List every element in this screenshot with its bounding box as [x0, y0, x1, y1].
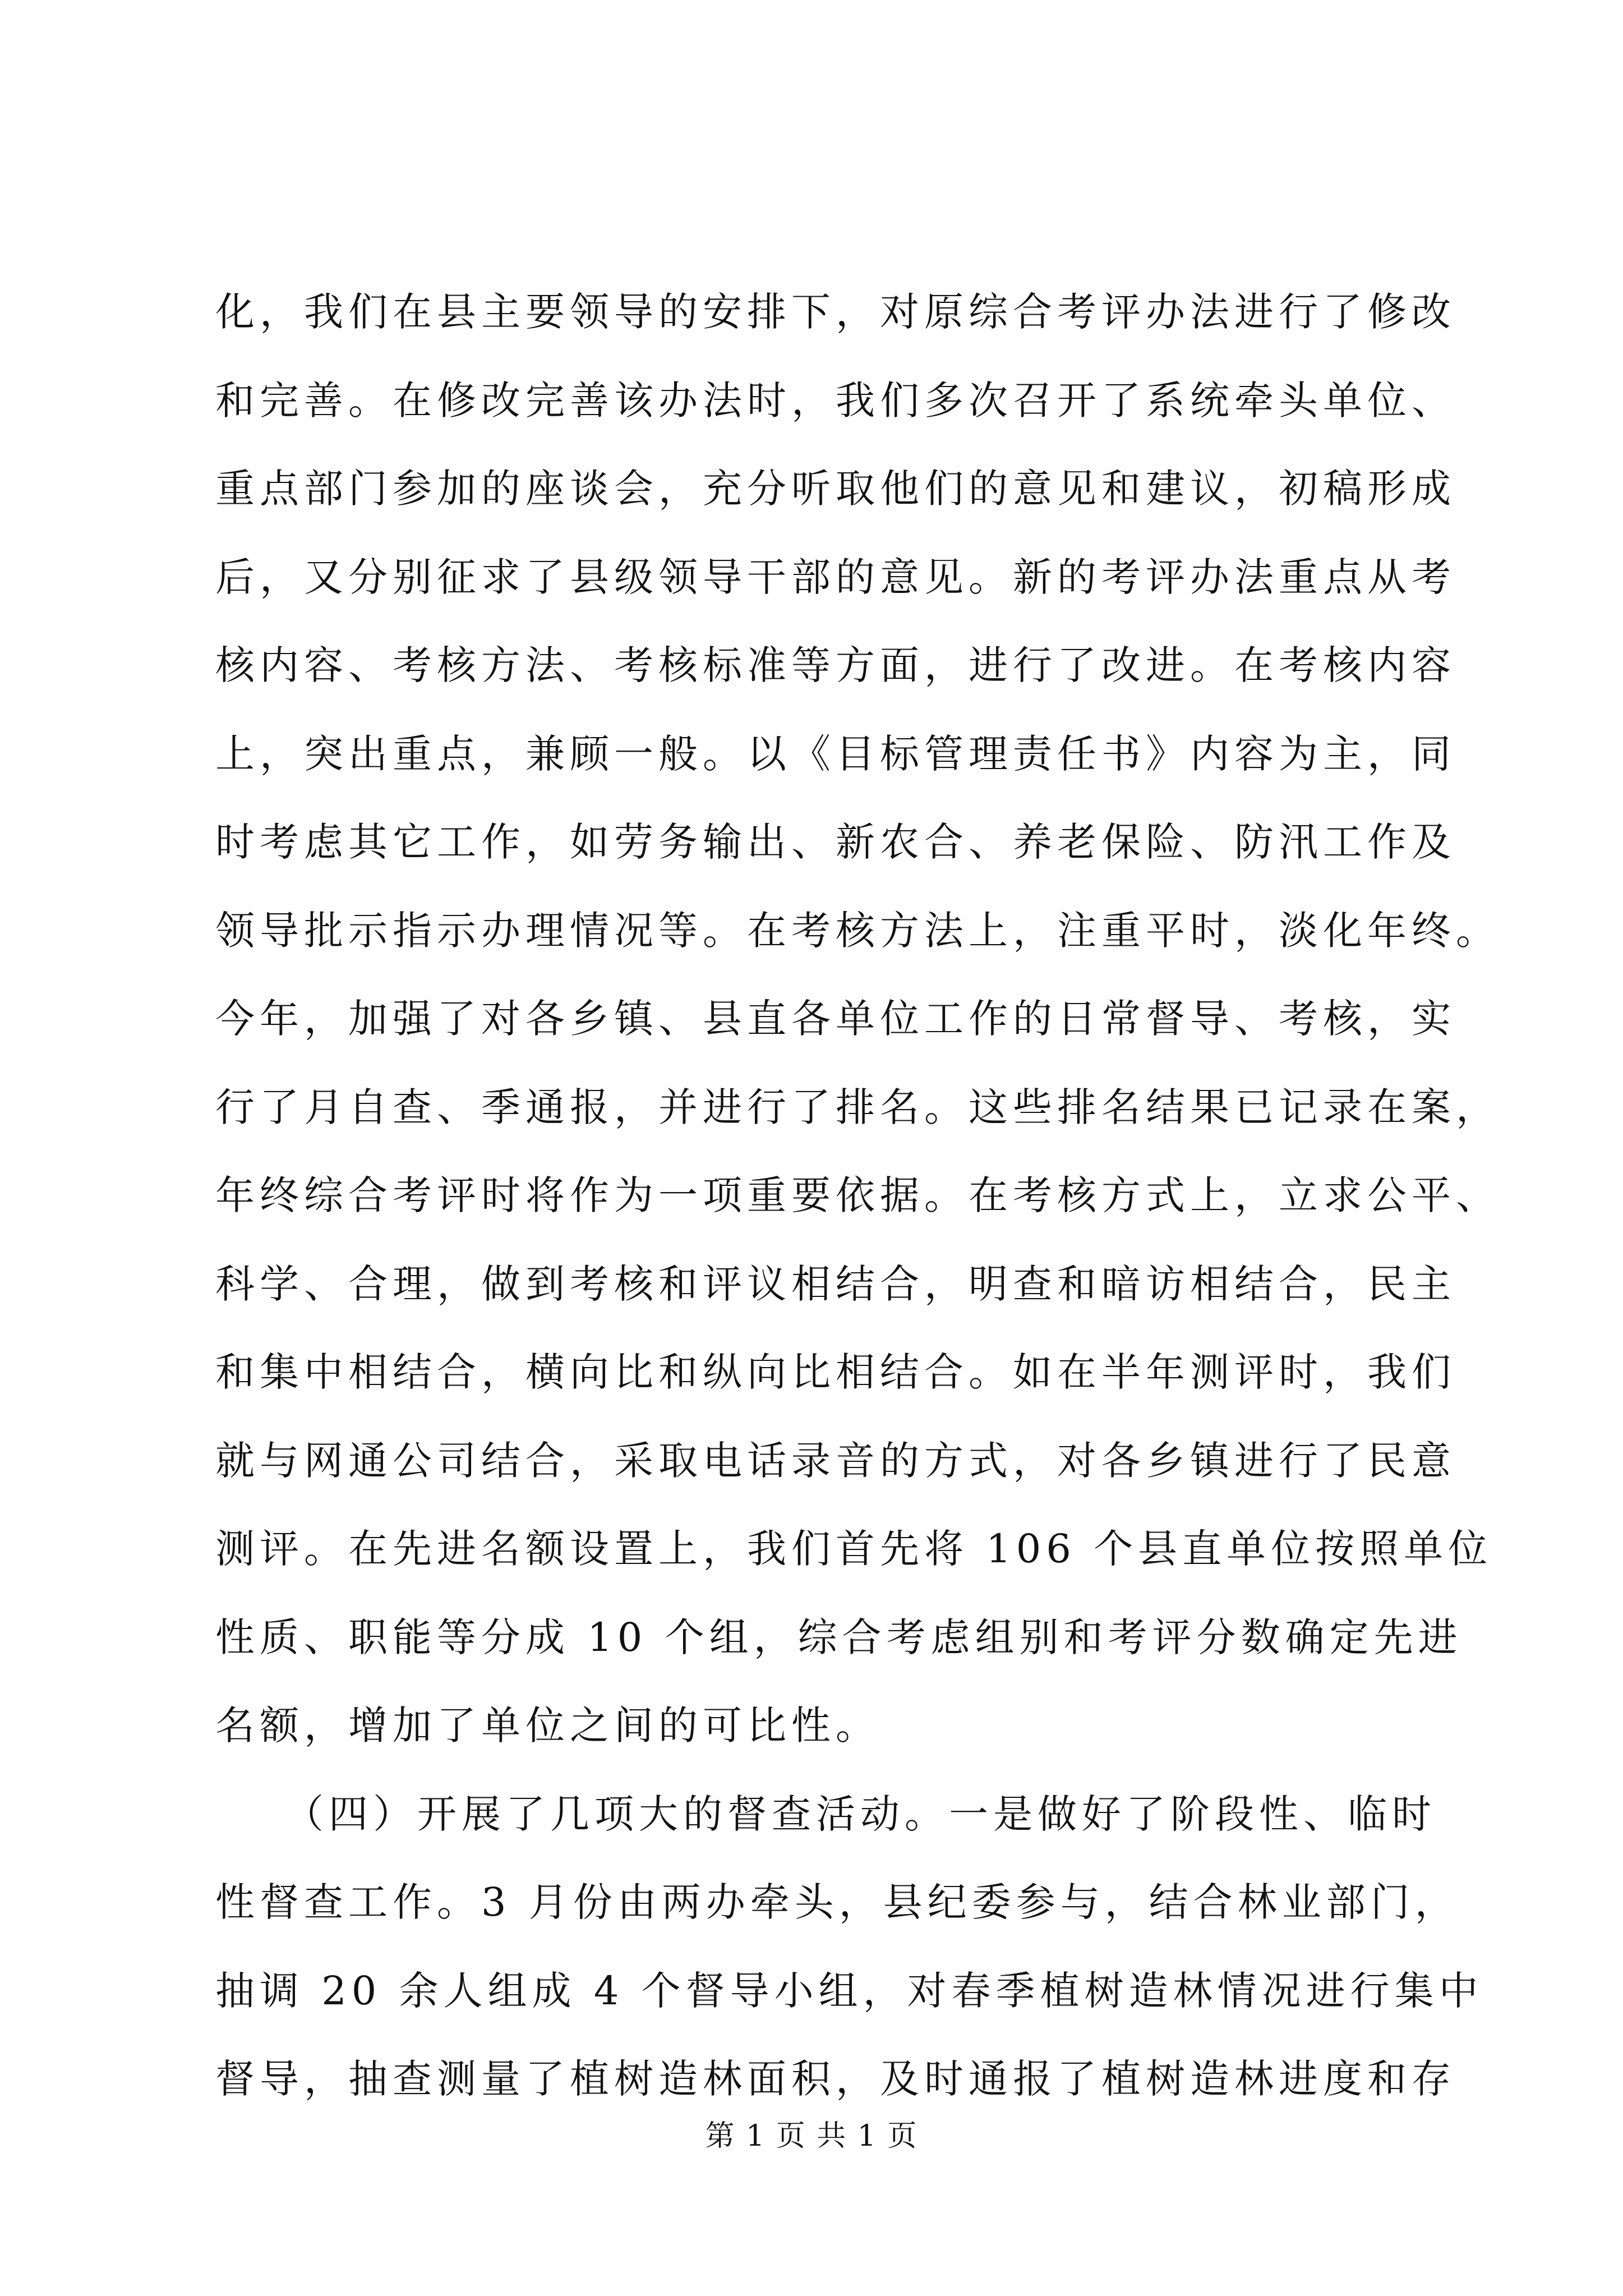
text-line: 时考虑其它工作，如劳务输出、新农合、养老保险、防汛工作及: [215, 819, 1456, 865]
text-line: 化，我们在县主要领导的安排下，对原综合考评办法进行了修改: [215, 289, 1456, 335]
document-body: [215, 268, 1500, 2124]
text-line: 和集中相结合，横向比和纵向比相结合。如在半年测评时，我们: [215, 1349, 1456, 1395]
text-line: 科学、合理，做到考核和评议相结合，明查和暗访相结合，民主: [215, 1260, 1456, 1307]
text-line: 抽调 20 余人组成 4 个督导小组，对春季植树造林情况进行集中: [215, 1967, 1483, 2014]
text-line: 核内容、考核方法、考核标准等方面，进行了改进。在考核内容: [215, 642, 1456, 688]
text-line: 性质、职能等分成 10 个组，综合考虑组别和考评分数确定先进: [215, 1614, 1463, 1660]
text-line: 行了月自查、季通报，并进行了排名。这些排名结果已记录在案，: [215, 1084, 1500, 1130]
text-line: （四）开展了几项大的督查活动。一是做好了阶段性、临时: [215, 1791, 1436, 1837]
text-line: 年终综合考评时将作为一项重要依据。在考核方式上，立求公平、: [215, 1172, 1500, 1218]
text-line: 就与网通公司结合，采取电话录音的方式，对各乡镇进行了民意: [215, 1437, 1456, 1484]
text-line: 测评。在先进名额设置上，我们首先将 106 个县直单位按照单位: [215, 1526, 1493, 1572]
text-line: 性督查工作。3 月份由两办牵头，县纪委参与，结合林业部门，: [215, 1879, 1459, 1925]
text-line: 重点部门参加的座谈会，充分听取他们的意见和建议，初稿形成: [215, 466, 1456, 512]
text-line: 领导批示指示办理情况等。在考核方法上，注重平时，淡化年终。: [215, 907, 1500, 954]
page-footer: 第 1 页 共 1 页: [705, 2119, 918, 2153]
text-line: 今年，加强了对各乡镇、县直各单位工作的日常督导、考核，实: [215, 996, 1456, 1042]
text-line: 上，突出重点，兼顾一般。以《目标管理责任书》内容为主，同: [215, 730, 1456, 777]
text-line: 后，又分别征求了县级领导干部的意见。新的考评办法重点从考: [215, 554, 1456, 600]
text-line: 督导，抽查测量了植树造林面积，及时通报了植树造林进度和存: [215, 2056, 1456, 2102]
text-line: 名额，增加了单位之间的可比性。: [215, 1703, 880, 1749]
text-line: 和完善。在修改完善该办法时，我们多次召开了系统牵头单位、: [215, 377, 1456, 424]
